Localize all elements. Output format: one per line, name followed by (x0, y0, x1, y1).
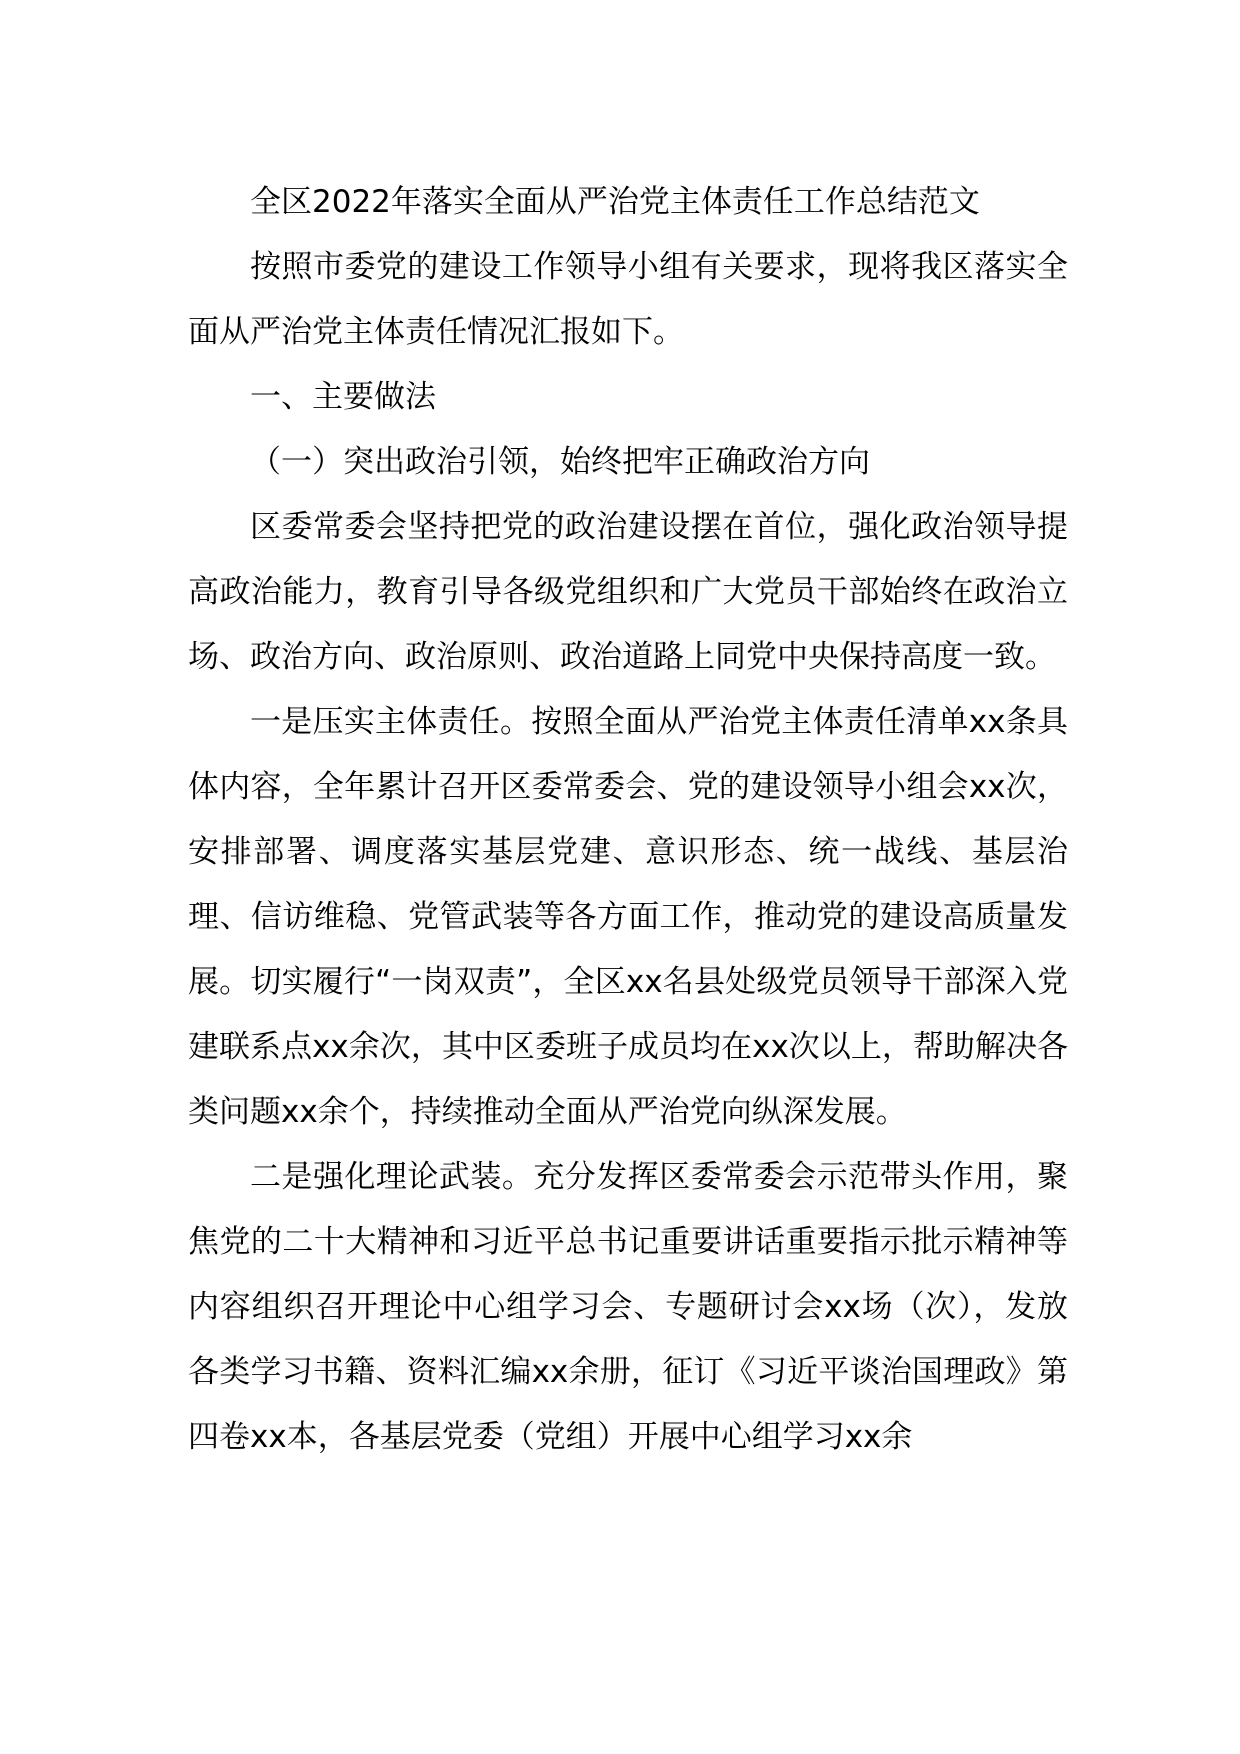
body-paragraph: 区委常委会坚持把党的政治建设摆在首位，强化政治领导提高政治能力，教育引导各级党组织和广大党员干部始终在政治立场、政治方向、政治原则、政治道路上同党中央保持高度一致。 (188, 509, 1068, 675)
document-title: 全区2022年落实全面从严治党主体责任工作总结范文 (250, 184, 980, 220)
section-heading: 一、主要做法 (250, 379, 436, 415)
intro-paragraph: 按照市委党的建设工作领导小组有关要求，现将我区落实全面从严治党主体责任情况汇报如下。 (188, 249, 1068, 350)
document-body (188, 170, 1068, 1470)
subsection-heading: （一）突出政治引领，始终把牢正确政治方向 (250, 444, 870, 480)
body-paragraph: 二是强化理论武装。充分发挥区委常委会示范带头作用，聚焦党的二十大精神和习近平总书记重要讲话重要指示批示精神等内容组织召开理论中心组学习会、专题研讨会xx场（次），发放各类学习书籍、资料汇编xx余册，征订《习近平谈治国理政》第四卷xx本，各基层党委（党组）开展中心组学习xx余 (188, 1159, 1068, 1455)
body-paragraph: 一是压实主体责任。按照全面从严治党主体责任清单xx条具体内容，全年累计召开区委常委会、党的建设领导小组会xx次，安排部署、调度落实基层党建、意识形态、统一战线、基层治理、信访维稳、党管武装等各方面工作，推动党的建设高质量发展。切实履行“一岗双责”，全区xx名县处级党员领导干部深入党建联系点xx余次，其中区委班子成员均在xx次以上，帮助解决各类问题xx余个，持续推动全面从严治党向纵深发展。 (188, 704, 1068, 1130)
